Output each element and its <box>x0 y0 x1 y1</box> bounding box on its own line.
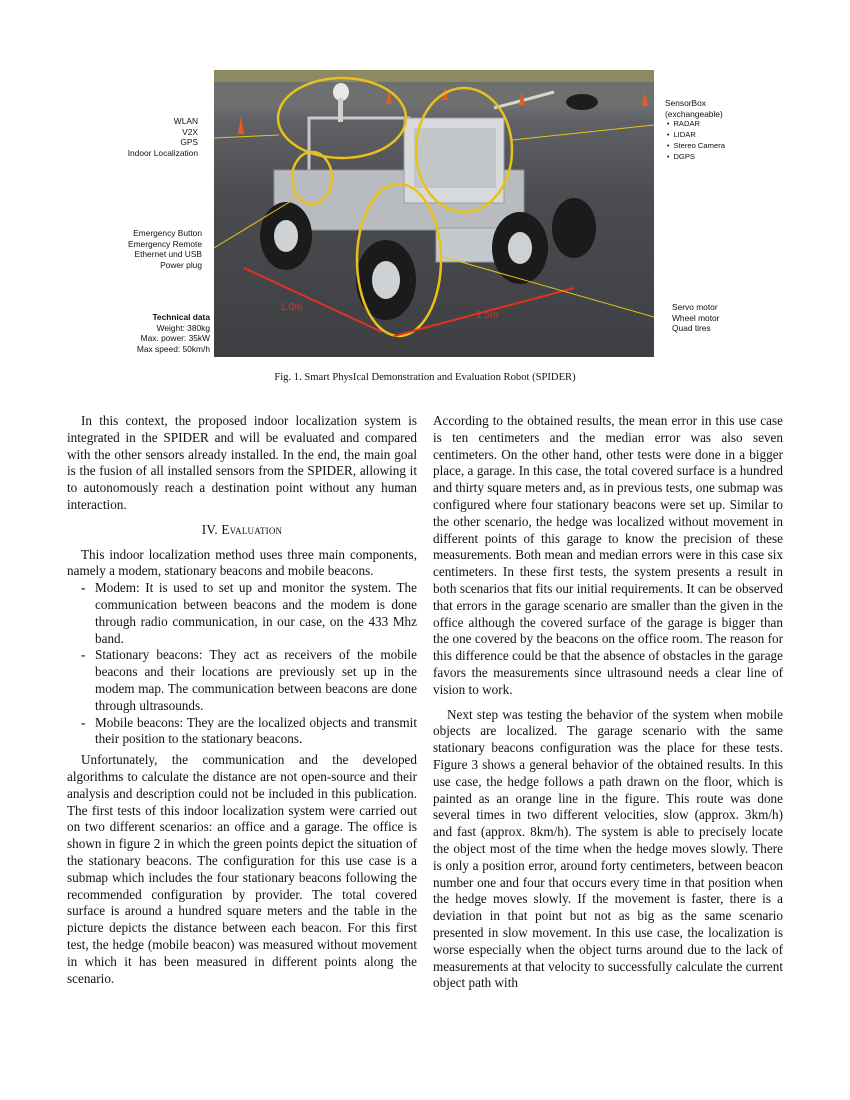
dimension-label-a: 1.0m <box>280 302 303 313</box>
label-weight: Weight: 380kg <box>156 322 210 333</box>
antenna-mast <box>338 98 343 122</box>
tire-stack <box>566 94 598 110</box>
figure-caption: Fig. 1. Smart PhysIcal Demonstration and Evaluation Robot (SPIDER) <box>274 372 576 383</box>
leader-motor <box>440 256 654 317</box>
leader-sensorbox <box>512 125 654 140</box>
label-emergency-remote: Emergency Remote <box>127 238 202 249</box>
sensor-lidar: • LIDAR <box>665 130 725 141</box>
label-emergency-button: Emergency Button <box>133 228 202 238</box>
left-column <box>67 413 417 987</box>
sensor-dgps: • DGPS <box>665 152 725 163</box>
paragraph: Unfortunately, the communication and the developed algorithms to calculate the distance are not open-source and their analysis and description could not be included in this publication. The first tests of this indoor localization system were carried out on two different scenarios: an office and a garage. The office is shown in figure 2 in which the green points depict the situation of the stationary beacons. The configuration for this use case is a submap which includes the four stationary beacons following the recommended configuration by provider. The total covered surface is around a hundred square meters and the table in the picture depicts the distance between each beacon. For this first test, the hedge (mobile beacon) was measured without movement in which it has been measured in different points along the scenario. <box>67 752 417 986</box>
frame-bars <box>309 118 409 173</box>
spider-robot-photo <box>214 70 654 357</box>
comm-labels <box>128 116 198 158</box>
robot-illustration <box>214 70 654 357</box>
wheel-front-right <box>552 198 596 258</box>
label-quad-tires: Quad tires <box>672 323 711 334</box>
paragraph: In this context, the proposed indoor localization system is integrated in the SPIDER and will be evaluated and compared with the other sensors already installed. In the end, the main goal is the fusion of all installed sensors from the SPIDER, allowing it to autonomously reach a destination point without any human interaction. <box>67 413 417 512</box>
technical-data <box>137 312 210 354</box>
figure-1 <box>0 0 850 395</box>
label-indoor-localization: Indoor Localization <box>127 147 198 158</box>
rim <box>274 220 298 252</box>
leader-comm <box>214 135 279 138</box>
sensorbox-labels <box>665 98 725 163</box>
label-servo-motor: Servo motor <box>672 302 718 312</box>
section-number: IV. <box>201 521 218 537</box>
paragraph: According to the obtained results, the mean error in this use case is ten centimeters and the median error was also seven centimeters. On the other hand, other tests were done in a bigger place, a garage. In this case, the total covered surface is a hundred and thirty square meters and, as in previous tests, one submap was configured where four stationary beacons were set up. Similar to the other scenario, the hedge was localized without movement in different points of this garage to know the precision of these measurements. Both mean and median errors were in this case six centimeters. In these first tests, the system presents a result in both scenarios that fits our initial requirements. It can be observed that errors in the garage scenario are smaller than the given in the office although the covered surface of the garage is bigger than the one covered by the beacons on the office room. The reason for this difference could be that the absence of obstacles in the garage favors the measurements since ultrasound needs a clear line of vision to work. <box>433 413 783 697</box>
list-item-modem: - Modem: It is used to set up and monitor the system. The communication between beacons and the modem is done through radio communication, in our case, on the 433 Mhz band. <box>67 580 417 647</box>
sensor-radar: • RADAR <box>665 119 725 130</box>
sensor-box-panel <box>414 128 496 188</box>
list-item-mobile-beacons: - Mobile beacons: They are the localized objects and transmit their position to the stationary beacons. <box>67 715 417 749</box>
right-column <box>433 413 783 992</box>
label-sensorbox: SensorBox <box>665 98 706 108</box>
sensor-list <box>665 119 725 163</box>
list-item-stationary-beacons: - Stationary beacons: They act as receivers of the mobile beacons and their locations are previously set up in the modem map. The communication between beacons are done through ultrasounds. <box>67 647 417 714</box>
label-wlan: WLAN <box>173 116 198 126</box>
dimension-label-b: 1.5m <box>476 310 499 321</box>
label-ethernet-usb: Ethernet und USB <box>134 249 202 260</box>
component-list <box>67 580 417 748</box>
grass-strip <box>214 70 654 82</box>
paragraph: This indoor localization method uses three main components, namely a modem, stationary beacons and mobile beacons. <box>67 546 417 579</box>
sensor-stereo-camera: • Stereo Camera <box>665 141 725 152</box>
label-exchangeable: (exchangeable) <box>665 108 723 119</box>
emergency-labels <box>128 228 202 270</box>
paragraph: Next step was testing the behavior of the system when mobile objects are localized. The garage scenario with the same stationary beacons configuration was the place for these tests. Figure 3 shows a general behavior of the obtained results. In this use case, the hedge follows a path drawn on the floor, which is painted as an orange line in the figure. This route was done several times in two different velocities, slow (approx. 3km/h) and fast (approx. 8km/h). The system is able to precisely locate the object most of the time when the hedge moves slowly. There is only a position error, around forty centimeters, between beacon number one and four that occurs every time in that position when the hedge moves slowly. If the movement is faster, there is a deviation in that point but not as big as the same scenario presented in slow movement. In this use case, the localization is worse especially when the object turns around due to the lack of measurements at that velocity to successfully calculate the current object path with <box>433 706 783 991</box>
section-title: Evaluation <box>221 521 283 537</box>
rim <box>372 261 400 299</box>
label-gps: GPS <box>180 137 198 148</box>
label-v2x: V2X <box>182 126 198 137</box>
label-max-power: Max. power: 35kW <box>140 333 210 344</box>
rim <box>508 232 532 264</box>
section-heading <box>67 522 417 539</box>
label-max-speed: Max speed: 50km/h <box>136 343 210 354</box>
motor-labels <box>672 302 719 334</box>
traffic-cone-icon <box>238 116 244 134</box>
technical-data-title: Technical data <box>152 312 210 322</box>
label-wheel-motor: Wheel motor <box>672 312 720 323</box>
label-power-plug: Power plug <box>160 259 202 270</box>
